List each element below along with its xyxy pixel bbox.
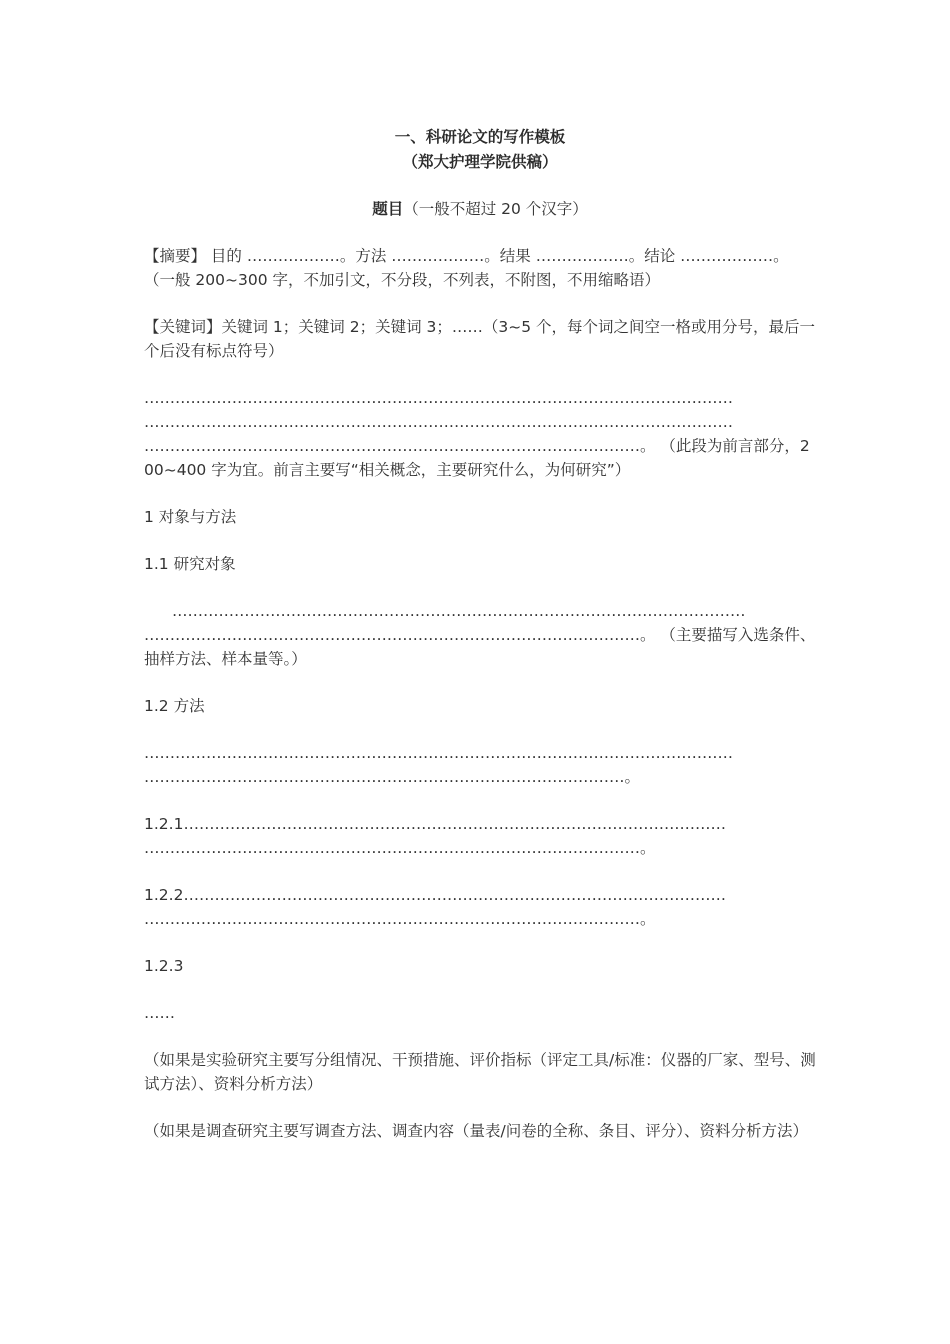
document-subtitle: （郑大护理学院供稿）: [402, 153, 558, 171]
section-1-2-1-line-2: ……………………………………………………………………………………。: [144, 839, 656, 857]
section-1-2-2-line-2: ……………………………………………………………………………………。: [144, 910, 656, 928]
intro-dots-line-2: ……………………………………………………………………………………………………: [144, 413, 733, 431]
section-1-2-3-heading: 1.2.3: [144, 957, 184, 975]
section-1-1-dots-line: …………………………………………………………………………………………………: [172, 602, 746, 620]
topic-note: （一般不超过 20 个汉字）: [403, 200, 588, 218]
section-1-2-dots-line-2: …………………………………………………………………………………。: [144, 768, 641, 786]
intro-note: ……………………………………………………………………………………。 （此段为前言部分，200~400 字为宜。前言主要写“相关概念，主要研究什么，为何研究”）: [144, 437, 810, 479]
survey-note: （如果是调查研究主要写调查方法、调查内容（量表/问卷的全称、条目、评分）、资料分析方法）: [144, 1122, 808, 1140]
topic-line: [144, 197, 816, 221]
experiment-note: （如果是实验研究主要写分组情况、干预措施、评价指标（评定工具/标准：仪器的厂家、型号、测试方法）、资料分析方法）: [144, 1051, 816, 1093]
section-1-1-heading: 1.1 研究对象: [144, 555, 236, 573]
document-title: 一、科研论文的写作模板: [394, 128, 566, 146]
section-1-2-dots-line-1: ……………………………………………………………………………………………………: [144, 744, 733, 762]
section-1-2-2-paragraph: [144, 883, 816, 931]
section-1-2-2-line-1: 1.2.2……………………………………………………………………………………………: [144, 886, 726, 904]
section-1-2-heading: 1.2 方法: [144, 697, 205, 715]
topic-label: 题目: [372, 200, 404, 218]
abstract-paragraph: 【摘要】 目的 ………………。方法 ………………。结果 ………………。结论 ………………。 （一般 200~300 字，不加引文，不分段，不列表，不附图，不用缩略语）: [144, 247, 789, 289]
section-1-1-paragraph: [144, 599, 816, 671]
ellipsis-line: ……: [144, 1004, 175, 1022]
keywords-paragraph: 【关键词】关键词 1；关键词 2；关键词 3；……（3~5 个，每个词之间空一格或用分号，最后一个后没有标点符号）: [144, 318, 816, 360]
intro-dots-line-1: ……………………………………………………………………………………………………: [144, 389, 733, 407]
section-1-2-1-line-1: 1.2.1……………………………………………………………………………………………: [144, 815, 726, 833]
section-1-2-1-paragraph: [144, 812, 816, 860]
intro-paragraph: [144, 386, 816, 482]
section-1-heading: 1 对象与方法: [144, 508, 237, 526]
document-body: [144, 124, 816, 1143]
section-1-2-paragraph: [144, 741, 816, 789]
section-1-1-note: ……………………………………………………………………………………。 （主要描写入选条件、抽样方法、样本量等。）: [144, 626, 816, 668]
